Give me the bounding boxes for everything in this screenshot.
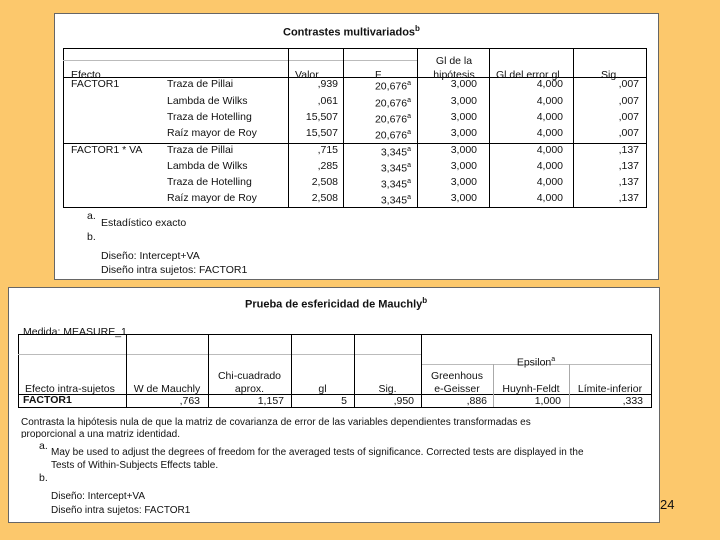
header-gl-hipotesis-1: Gl de la	[435, 55, 473, 67]
value-cell: 15,507	[305, 127, 338, 139]
header-gl-error: Gl del error gl	[496, 69, 560, 81]
mauchly-title: Prueba de esfericidad de Mauchly$^b$	[245, 296, 428, 311]
f-cell: 20,676$^a$	[374, 80, 411, 93]
header-f: F	[375, 69, 382, 81]
sig-cell: ,137	[618, 160, 639, 172]
header-gl: gl	[318, 383, 327, 395]
gl-hip-cell: 3,000	[450, 176, 477, 188]
header-huynh-feldt: Huynh-Feldt	[502, 383, 560, 395]
gl-hip-cell: 3,000	[450, 78, 477, 90]
row-effect: FACTOR1	[23, 394, 72, 406]
huynh-feldt-value: 1,000	[534, 395, 561, 407]
header-epsilon: Epsilon$^a$	[516, 356, 556, 369]
gl-err-cell: 4,000	[536, 95, 563, 107]
test-name: Traza de Hotelling	[167, 111, 252, 123]
gl-hip-cell: 3,000	[450, 111, 477, 123]
sig-cell: ,007	[618, 111, 639, 123]
f-cell: 3,345$^a$	[380, 146, 411, 159]
f-cell: 3,345$^a$	[380, 178, 411, 191]
footnote-b-label: b.	[39, 472, 48, 484]
mauchly-panel	[8, 287, 660, 523]
test-name: Traza de Pillai	[167, 144, 234, 156]
footnote-b-line1: Diseño: Intercept+VA	[101, 250, 200, 262]
null-hypothesis-note-2: proporcional a una matriz identidad.	[21, 429, 180, 438]
header-chi-2: aprox.	[234, 383, 265, 395]
multivariate-title: Contrastes multivariados$^b$	[283, 24, 420, 39]
f-cell: 20,676$^a$	[374, 97, 411, 110]
gl-err-cell: 4,000	[536, 176, 563, 188]
value-cell: ,061	[317, 95, 338, 107]
header-valor: Valor	[295, 69, 319, 81]
sig-cell: ,007	[618, 127, 639, 139]
null-hypothesis-note-1: Contrasta la hipótesis nula de que la matriz de covarianza de error de las variables dependientes transformadas es	[21, 417, 531, 428]
value-cell: 15,507	[305, 111, 338, 123]
value-cell: ,285	[317, 160, 338, 172]
limite-inferior-value: ,333	[622, 395, 643, 407]
value-cell: 2,508	[311, 176, 338, 188]
gl-hip-cell: 3,000	[450, 144, 477, 156]
f-cell: 3,345$^a$	[380, 162, 411, 175]
greenhouse-value: ,886	[466, 395, 487, 407]
test-name: Raíz mayor de Roy	[167, 192, 257, 204]
gl-err-cell: 4,000	[536, 78, 563, 90]
value-cell: ,939	[317, 78, 338, 90]
gl-hip-cell: 3,000	[450, 127, 477, 139]
f-cell: 20,676$^a$	[374, 129, 411, 142]
footnote-b-line2: Diseño intra sujetos: FACTOR1	[101, 264, 248, 276]
w-value: ,763	[179, 395, 200, 407]
header-chi-1: Chi-cuadrado	[217, 370, 282, 382]
gl-err-cell: 4,000	[536, 144, 563, 156]
header-gl-hipotesis-2: hipótesis	[433, 69, 475, 81]
header-efecto: Efecto	[71, 69, 101, 81]
multivariate-tests-panel	[54, 13, 659, 280]
gl-err-cell: 4,000	[536, 160, 563, 172]
footnote-b-label: b.	[87, 231, 96, 243]
sig-cell: ,137	[618, 192, 639, 204]
test-name: Traza de Pillai	[167, 78, 234, 90]
header-sig: Sig.	[601, 69, 620, 81]
footnote-b-line1: Diseño: Intercept+VA	[51, 491, 146, 502]
gl-err-cell: 4,000	[536, 192, 563, 204]
test-name: Raíz mayor de Roy	[167, 127, 257, 139]
footnote-a-line1: May be used to adjust the degrees of freedom for the averaged tests of significance. Corrected tests are displayed in the	[51, 447, 584, 458]
header-greenhouse-1: Greenhous	[431, 370, 483, 382]
chi-value: 1,157	[257, 395, 284, 407]
f-cell: 20,676$^a$	[374, 113, 411, 126]
header-sig: Sig.	[378, 383, 397, 395]
effect-label: FACTOR1 * VA	[71, 144, 143, 156]
sig-cell: ,137	[618, 144, 639, 156]
gl-value: 5	[341, 395, 347, 407]
gl-err-cell: 4,000	[536, 111, 563, 123]
sig-cell: ,137	[618, 176, 639, 188]
footnote-a-label: a.	[39, 440, 48, 452]
footnote-a-text: Estadístico exacto	[101, 217, 187, 229]
value-cell: ,715	[317, 144, 338, 156]
header-efecto-intra: Efecto intra-sujetos	[25, 383, 115, 395]
page-number: 24	[660, 497, 675, 512]
test-name: Traza de Hotelling	[167, 176, 252, 188]
value-cell: 2,508	[311, 192, 338, 204]
header-limite-inferior: Límite-inferior	[577, 383, 643, 395]
f-cell: 3,345$^a$	[380, 194, 411, 207]
gl-hip-cell: 3,000	[450, 95, 477, 107]
header-greenhouse-2: e-Geisser	[434, 383, 480, 395]
gl-err-cell: 4,000	[536, 127, 563, 139]
header-w-mauchly: W de Mauchly	[133, 383, 201, 395]
sig-value: ,950	[393, 395, 414, 407]
test-name: Lambda de Wilks	[167, 95, 248, 107]
gl-hip-cell: 3,000	[450, 160, 477, 172]
footnote-b-line2: Diseño intra sujetos: FACTOR1	[51, 505, 191, 516]
gl-hip-cell: 3,000	[450, 192, 477, 204]
effect-label: FACTOR1	[71, 78, 120, 90]
sig-cell: ,007	[618, 95, 639, 107]
test-name: Lambda de Wilks	[167, 160, 248, 172]
measure-label: Medida: MEASURE_1	[23, 326, 127, 338]
footnote-a-line2: Tests of Within-Subjects Effects table.	[51, 460, 219, 471]
footnote-a-label: a.	[87, 210, 96, 222]
sig-cell: ,007	[618, 78, 639, 90]
